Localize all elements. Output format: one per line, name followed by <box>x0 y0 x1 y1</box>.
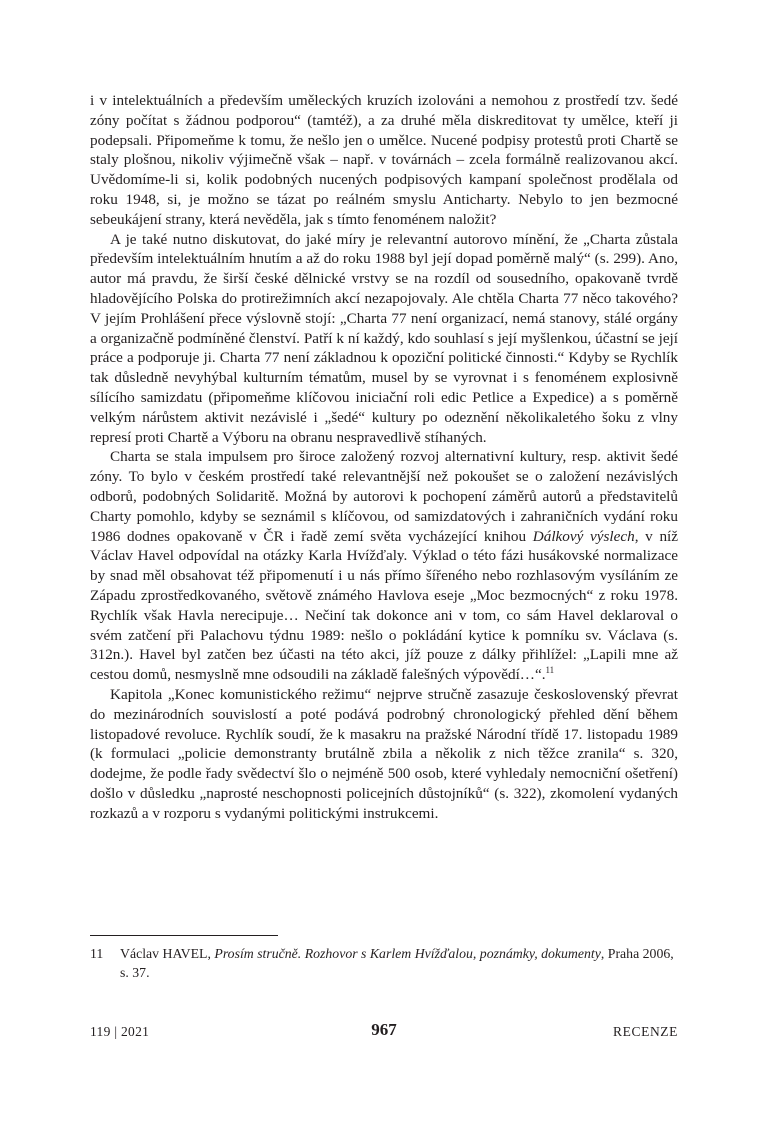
paragraph-4: Kapitola „Konec komunistického režimu“ nejprve stručně zasazuje československý převrat do mezinárodních souvislostí a poté podává podrobný chronologický přehled dění během listopadové revoluce. Rychlík soudí, že k masakru na pražské Národní třídě 17. listopadu 1989 (k formulaci „policie demonstranty brutálně zbila a několik z nich těžce zranila“ s. 320, dodejme, že podle řady svědectví šlo o nejméně 500 osob, které vyhledaly nemocniční ošetření) došlo v důsledku „naprosté neschopnosti policejních důstojníků“ (s. 322), zkomolení vydaných rozkazů a v rozporu s vydanými politickými instrukcemi. <box>90 685 678 822</box>
issue-label: 119 | 2021 <box>90 1024 150 1039</box>
paragraph-2: A je také nutno diskutovat, do jaké míry je relevantní autorovo mínění, že „Charta zůstala především intelektuálním hnutím a až do roku 1988 byl její dopad poměrně malý“ (s. 299). Ano, autor má pravdu, že širší české dělnické vrstvy se na rozdíl od sousedního, opakovaně tvrdě hladovějícího Polska do protirežimních akcí nezapojovaly. Ale chtěla Charta 77 něco takového? V jejím Prohlášení přece výslovně stojí: „Charta 77 není organizací, nemá stanovy, stálé orgány a organizačně podmíněné členství. Patří k ní každý, kdo souhlasí s její myšlenkou, účastní se její práce a podporuje ji. Charta 77 není základnou k opoziční politické činnosti.“ Kdyby se Rychlík tak důsledně nevyhýbal kulturním tématům, musel by se vyrovnat i s fenoménem explosivně sílícího samizdatu (připomeňme klíčovou iniciační roli edic Petlice a Expedice) a s poměrně velkým nárůstem aktivit nezávislé i „šedé“ kultury po odeznění několikaletého šoku z vlny represí proti Chartě a Výboru na obranu nespravedlivě stíhaných. <box>90 230 678 446</box>
paragraph-3-text-a: Charta se stala impulsem pro široce založený rozvoj alternativní kultury, resp. aktivit šedé zóny. To bylo v českém prostředí také relevantnější než pokoušet se o založení nezávislých odborů, podobných Solidaritě. Možná by autorovi k pochopení záměrů autorů a představitelů Charty pomohlo, kdyby se seznámil s klíčovou, od samizdatových i zahraničních vydání roku 1986 dodnes opakovaně v ČR i řadě zemí světa vycházející knihou <box>90 448 678 545</box>
footnote-author: Václav HAVEL, <box>120 946 215 961</box>
page-footer <box>90 1018 678 1040</box>
footnote-rest: , Praha 2006, s. 37. <box>120 946 674 980</box>
paragraph-1: i v intelektuálních a především uměleckých kruzích izolováni a nemohou z prostředí tzv. šedé zóny počítat s žádnou podporou“ (tamtéž), a za druhé měla diskreditovat ty umělce, kteří ji podepsali. Připomeňme k tomu, že nešlo jen o umělce. Nucené podpisy protestů proti Chartě se staly plošnou, nikoliv výjimečně však – např. v továrnách – zcela formálně realizovanou akcí. Uvědomíme-li si, kolik podobných nucených podpisových kampaní společnost prodělala od roku 1948, si, je možno se tázat po reálném smyslu Anticharty. Nebylo to jen bezmocné sebeukájení strany, která nevěděla, jak s tímto fenoménem naložit? <box>90 92 678 228</box>
book-title-italic: Dálkový výslech <box>532 527 635 545</box>
footnote-text <box>120 944 678 982</box>
page-number: 967 <box>371 1020 397 1039</box>
section-label: RECENZE <box>613 1024 678 1039</box>
paragraph-3-text-b: , v níž Václav Havel odpovídal na otázky Karla Hvížďaly. Výklad o této fázi husákovské normalizace by snad měl obsahovat též připomenutí i u nás přímo šířeného nebo rozhlasovým vysíláním ze Západu zprostředkovaného, světově známého Havlova eseje „Moc bezmocných“ z roku 1978. Rychlík však Havla nerecipuje… Nečiní tak dokonce ani v tom, co sám Havel deklaroval o svém zatčení při Palachovu týdnu 1989: nešlo o pokládání kytice k pomníku sv. Václava (s. 312n.). Havel byl zatčen bez účasti na této akci, jíž pouze z dálky přihlížel: „Lapili mne až cestou domů, nesmyslně mne odsoudili na základě falešných výpovědí…“. <box>90 527 678 684</box>
footnote-title: Prosím stručně. Rozhovor s Karlem Hvížďalou, poznámky, dokumenty <box>214 946 601 961</box>
footnote-number: 11 <box>90 946 104 961</box>
footnote-divider <box>90 935 278 936</box>
footnote <box>90 944 678 982</box>
paragraph-3 <box>90 447 678 685</box>
footnote-reference[interactable]: 11 <box>545 665 555 676</box>
article-body <box>90 91 678 823</box>
